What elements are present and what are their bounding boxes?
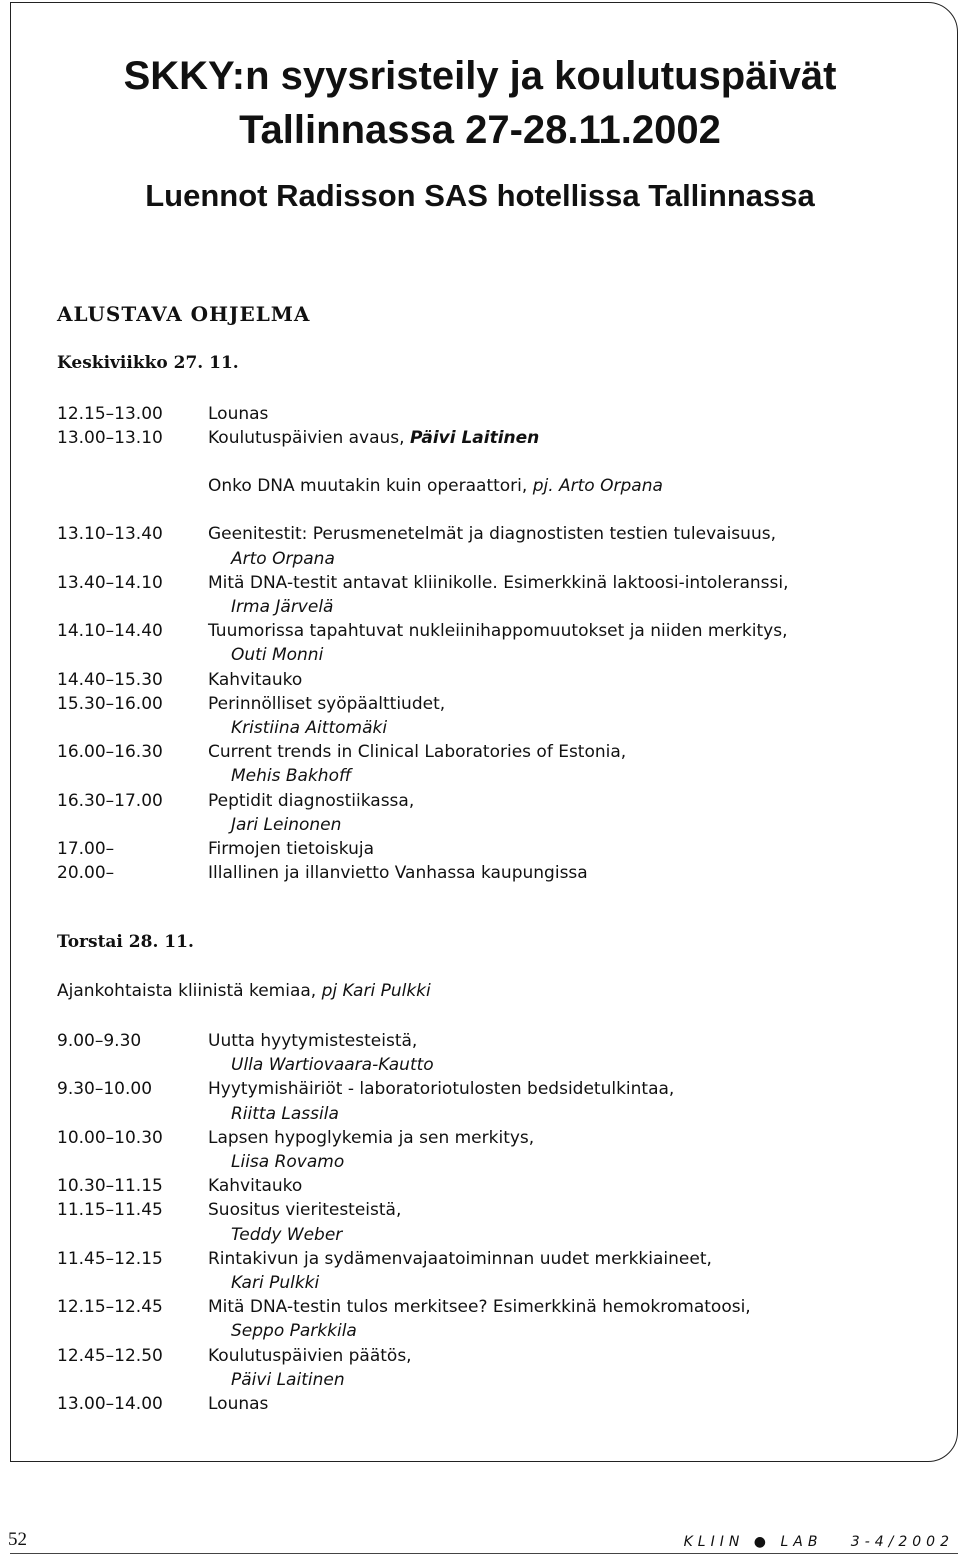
issue-number: 3-4/2002 [850, 1534, 954, 1550]
schedule-time: 16.00–16.30 [57, 742, 163, 763]
schedule-item-text: Geenitestit: Perusmenetelmät ja diagnostisten testien tulevaisuus, [208, 524, 776, 545]
schedule-item [208, 522, 776, 546]
brand-left: KLIIN [683, 1534, 745, 1550]
schedule-time: 13.40–14.10 [57, 572, 163, 593]
schedule-item-text: Tuumorissa tapahtuvat nukleiinihappomuutokset ja niiden merkitys, [208, 621, 788, 642]
speaker-name: Teddy Weber [231, 1224, 343, 1245]
schedule-item [208, 426, 539, 450]
page-frame [10, 2, 958, 1462]
speaker-name: Kari Pulkki [231, 1273, 320, 1293]
schedule-time: 10.30–11.15 [57, 1176, 163, 1197]
session-chair: pj. Arto Orpana [532, 476, 663, 497]
schedule-item-text: Firmojen tietoiskuja [208, 839, 375, 859]
speaker-name: Päivi Laitinen [231, 1369, 345, 1390]
title-line-1: SKKY:n syysristeily ja koulutuspäivät [123, 54, 837, 98]
schedule-time: 13.00–13.10 [57, 428, 163, 449]
schedule-time: 20.00– [57, 863, 115, 884]
schedule-item [208, 1247, 712, 1271]
schedule-item [208, 837, 374, 861]
schedule-item-text: Perinnölliset syöpäalttiudet, [208, 693, 446, 714]
schedule-item [208, 861, 588, 885]
schedule-item-text: Lapsen hypoglykemia ja sen merkitys, [208, 1127, 535, 1148]
schedule-item [208, 1174, 302, 1198]
schedule-time: 14.10–14.40 [57, 621, 163, 642]
schedule-item-text: Peptidit diagnostiikassa, [208, 790, 415, 811]
schedule-item [208, 1198, 401, 1222]
schedule-item [208, 789, 414, 813]
speaker-name: Ulla Wartiovaara-Kautto [231, 1055, 434, 1076]
day2-label: Torstai 28. 11. [57, 932, 194, 952]
schedule-item-text: Suositus vieritesteistä, [208, 1200, 402, 1221]
session-title [208, 474, 663, 498]
inline-speaker: Päivi Laitinen [409, 428, 540, 449]
schedule-item-text: Hyytymishäiriöt - laboratoriotulosten bedsidetulkintaa, [208, 1079, 675, 1100]
speaker-name: Irma Järvelä [231, 597, 334, 617]
schedule-item [208, 668, 302, 692]
schedule-item [208, 1392, 268, 1416]
schedule-item [208, 402, 268, 426]
schedule-item [208, 740, 626, 764]
schedule-item-text: Lounas [208, 1394, 269, 1414]
speaker-name: Seppo Parkkila [231, 1321, 357, 1342]
day2-intro-chair: pj Kari Pulkki [321, 981, 431, 1001]
schedule-item [208, 571, 788, 595]
speaker-name: Liisa Rovamo [231, 1152, 345, 1172]
schedule-item [208, 1295, 751, 1319]
schedule-item-text: Uutta hyytymistesteistä, [208, 1031, 418, 1051]
speaker-name: Arto Orpana [231, 548, 335, 569]
schedule-item-text: Illallinen ja illanvietto Vanhassa kaupungissa [208, 863, 588, 884]
schedule-time: 9.00–9.30 [57, 1031, 142, 1051]
schedule-item-text: Koulutuspäivien päätös, [208, 1345, 412, 1366]
schedule-item-text: Kahvitauko [208, 669, 303, 690]
schedule-item [208, 692, 445, 716]
schedule-item [208, 1344, 412, 1368]
schedule-time: 15.30–16.00 [57, 693, 163, 714]
footer-rule [10, 1553, 958, 1554]
session-title-text: Onko DNA muutakin kuin operaattori, [208, 476, 533, 497]
day1-label: Keskiviikko 27. 11. [57, 353, 239, 373]
schedule-time: 11.45–12.15 [57, 1248, 163, 1269]
page-number: 52 [8, 1529, 27, 1550]
program-title: ALUSTAVA OHJELMA [57, 302, 311, 326]
schedule-time: 13.00–14.00 [57, 1394, 163, 1414]
schedule-time: 9.30–10.00 [57, 1079, 153, 1100]
footer-brand [684, 1534, 954, 1550]
schedule-time: 12.15–12.45 [57, 1297, 163, 1318]
speaker-name: Riitta Lassila [231, 1103, 339, 1124]
schedule-time: 12.45–12.50 [57, 1345, 163, 1366]
schedule-item-text: Mitä DNA-testin tulos merkitsee? Esimerkkinä hemokromatoosi, [208, 1297, 751, 1318]
title-line-2: Tallinnassa 27-28.11.2002 [239, 108, 721, 152]
schedule-item [208, 1126, 534, 1150]
schedule-time: 10.00–10.30 [57, 1127, 163, 1148]
speaker-name: Jari Leinonen [231, 814, 342, 835]
schedule-item [208, 1029, 417, 1053]
schedule-time: 16.30–17.00 [57, 790, 163, 811]
day2-intro-text: Ajankohtaista kliinistä kemiaa, [57, 981, 322, 1001]
subtitle: Luennot Radisson SAS hotellissa Tallinnassa [145, 178, 815, 213]
schedule-time: 17.00– [57, 839, 115, 859]
schedule-time: 11.15–11.45 [57, 1200, 163, 1221]
schedule-item [208, 619, 787, 643]
bullet-icon: ● [753, 1534, 771, 1550]
speaker-name: Mehis Bakhoff [231, 766, 352, 787]
schedule-item [208, 1077, 674, 1101]
schedule-item-text: Mitä DNA-testit antavat kliinikolle. Esimerkkinä laktoosi-intoleranssi, [208, 572, 789, 593]
day2-intro [57, 981, 431, 1001]
schedule-item-text: Rintakivun ja sydämenvajaatoiminnan uudet merkkiaineet, [208, 1248, 712, 1269]
schedule-item-text: Lounas [208, 404, 269, 424]
schedule-time: 13.10–13.40 [57, 524, 163, 545]
speaker-name: Outi Monni [231, 645, 324, 666]
schedule-time: 14.40–15.30 [57, 669, 163, 690]
brand-right: LAB [780, 1534, 823, 1550]
schedule-item-text: Current trends in Clinical Laboratories of Estonia, [208, 742, 627, 763]
schedule-item-text: Kahvitauko [208, 1176, 303, 1197]
schedule-time: 12.15–13.00 [57, 404, 163, 424]
speaker-name: Kristiina Aittomäki [231, 718, 388, 738]
schedule-item-text: Koulutuspäivien avaus, [208, 428, 410, 449]
